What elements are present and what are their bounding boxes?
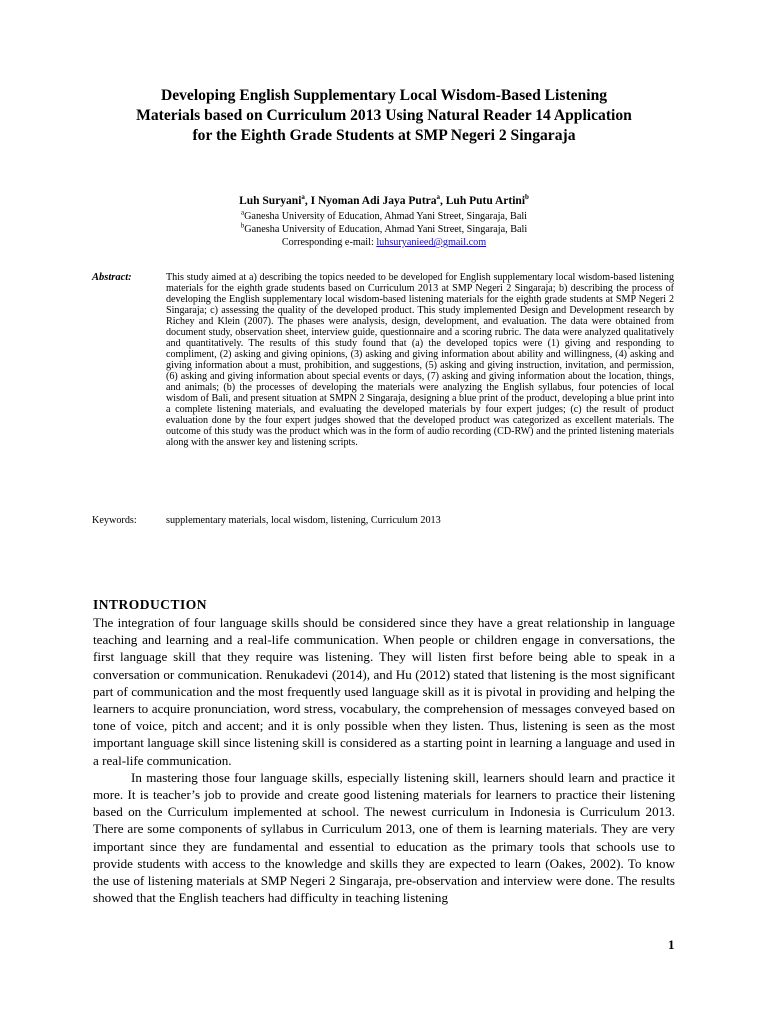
affiliation-mark: a xyxy=(240,208,245,217)
title-line: Materials based on Curriculum 2013 Using Natural Reader 14 Application xyxy=(136,107,632,124)
paragraph: In mastering those four language skills, especially listening skill, learners should learn and practice it more. It is teacher’s job to provide and create good listening materials for learners to practice their listening based on the Curriculum implemented at school. The newest curriculum in Indonesia is Curriculum 2013. There are some components of syllabus in Curriculum 2013, one of them is learning materials. They are very important since they are fundamental and essential to education as the primary tools that schools use to provide students with access to the knowledge and skills they are expected to learn (Oakes, 2002). To know the use of listening materials at SMP Negeri 2 Singaraja, pre-observation and interview were done. The results showed that the English teachers had difficulty in teaching listening xyxy=(93,769,675,906)
keywords-text: supplementary materials, local wisdom, listening, Curriculum 2013 xyxy=(166,515,441,526)
page-number: 1 xyxy=(668,937,675,952)
author-name: Luh Putu Artini xyxy=(445,195,526,207)
affiliation-text: Ganesha University of Education, Ahmad Yani Street, Singaraja, Bali xyxy=(244,211,528,222)
paragraph: The integration of four language skills should be considered since they have a great relationship in language teaching and learning and a real-life communication. When people or children engage in conversations, the first language skill that they require was listening. They will listen first before being able to speak in a conversation or communication. Renukadevi (2014), and Hu (2012) stated that listening is the most significant part of communication and the most frequently used language skill as it is pivotal in providing and helping the learners to acquire pronunciation, word stress, vocabulary, the comprehension of messages conveyed based on tone of voice, pitch and accent; and it is only possible when they listen. Thus, listening is seen as the most important language skill since listening skill is considered as a starting point in learning a language and used in a real-life communication. xyxy=(93,615,675,768)
author-affiliation-mark: a xyxy=(301,193,305,202)
corresponding-email xyxy=(80,237,688,250)
author-name: Luh Suryani xyxy=(239,195,302,207)
affiliation-b xyxy=(80,221,688,237)
section-heading-introduction: INTRODUCTION xyxy=(93,597,208,612)
email-label: Corresponding e-mail: xyxy=(281,237,377,248)
affiliation-text: Ganesha University of Education, Ahmad Yani Street, Singaraja, Bali xyxy=(244,224,528,235)
paper-title xyxy=(80,86,688,146)
affiliation-mark: b xyxy=(240,221,245,230)
author-affiliation-mark: b xyxy=(525,193,529,202)
introduction-body xyxy=(93,614,675,906)
email-link[interactable]: luhsuryanieed@gmail.com xyxy=(376,237,487,248)
abstract-text: This study aimed at a) describing the topics needed to be developed for English supplementary local wisdom-based listening materials for the eighth grade students based on Curriculum 2013 at SMP Negeri 2 Singaraja; b) describing the process of developing the English supplementary local wisdom-based listening materials for the eighth grade students at SMP Negeri 2 Singaraja; c) assessing the quality of the developed product. This study implemented Design and Development research by Richey and Klein (2007). The phases were analysis, design, development, and evaluation. The data were obtained from document study, observation sheet, interview guide, questionnaire and a scoring rubric. The data were analyzed qualitatively and quantitatively. The results of this study found that (a) the developed topics were (1) giving and responding to compliment, (2) asking and giving opinions, (3) asking and giving information about ability and willingness, (4) asking and giving information about a must, prohibition, and suggestions, (5) asking and giving instruction, invitation, and permission, (6) asking and giving information about special events or days, (7) asking and giving information about the location, things, and animals; (b) the processes of developing the materials were analyzing the English syllabus, four potencies of local wisdom of Bali, and present situation at SMPN 2 Singaraja, designing a blue print of the product, developing a blue print into a complete listening materials, and evaluating the developed materials by four expert judges; (c) the result of product evaluation done by the four expert judges showed that the developed product was categorized as excellent materials. The outcome of this study was the product which was in the form of audio recording (CD-RW) and the printed listening materials along with the answer key and listening scripts. xyxy=(166,272,674,448)
author-list: Luh Suryani$^a$, I Nyoman Adi Jaya Putra$^a$, Luh Putu Artini$^b$ xyxy=(239,193,529,207)
author-affiliation-mark: a xyxy=(436,193,441,202)
author-name: I Nyoman Adi Jaya Putra xyxy=(310,195,437,207)
title-line: for the Eighth Grade Students at SMP Negeri 2 Singaraja xyxy=(192,127,576,144)
keywords-label: Keywords: xyxy=(92,515,137,526)
abstract-label: Abstract: xyxy=(92,272,132,283)
affiliation-a xyxy=(80,208,688,224)
title-line: Developing English Supplementary Local Wisdom-Based Listening xyxy=(160,87,608,104)
